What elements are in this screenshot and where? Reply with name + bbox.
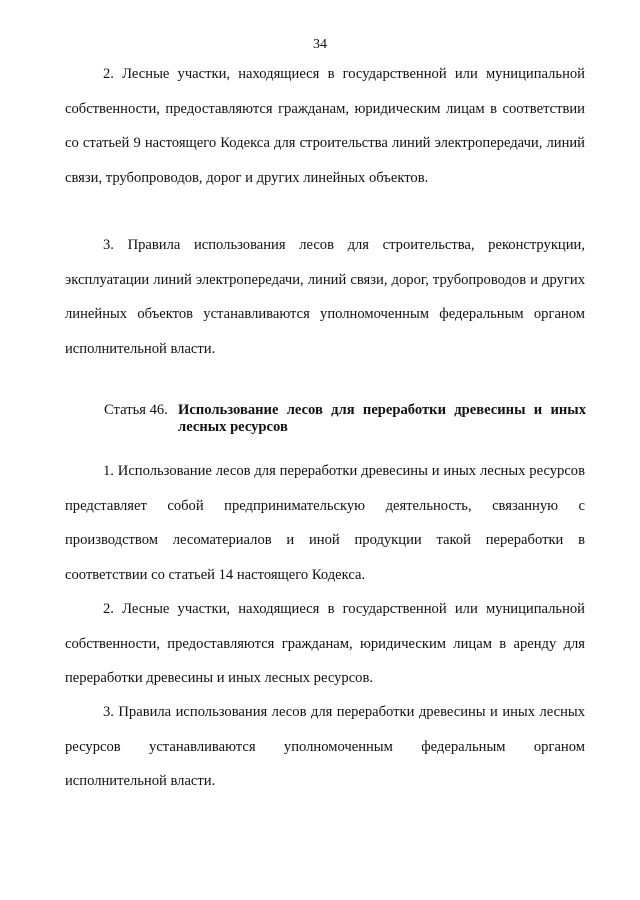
article-title: Использование лесов для переработки древесины и иных лесных ресурсов (178, 402, 586, 435)
page-number: 34 (313, 37, 327, 52)
article-label: Статья 46. (104, 402, 168, 418)
article-heading (104, 402, 586, 436)
paragraph-3-article-46: 3. Правила использования лесов для переработки древесины и иных лесных ресурсов устанавливаются уполномоченным федеральным органом исполнительной власти. (65, 704, 585, 790)
paragraph-1-article-46: 1. Использование лесов для переработки древесины и иных лесных ресурсов представляет собой предпринимательскую деятельность, связанную с производством лесоматериалов и иной продукции такой переработки в соответствии со статьей 14 настоящего Кодекса. (65, 463, 585, 583)
paragraph-3-article-45: 3. Правила использования лесов для строительства, реконструкции, эксплуатации линий электропередачи, линий связи, дорог, трубопроводов и других линейных объектов устанавливаются уполномоченным федеральным органом исполнительной власти. (65, 237, 585, 357)
paragraph-2-article-46: 2. Лесные участки, находящиеся в государственной или муниципальной собственности, предоставляются гражданам, юридическим лицам в аренду для переработки древесины и иных лесных ресурсов. (65, 601, 585, 687)
paragraph-2-article-45: 2. Лесные участки, находящиеся в государственной или муниципальной собственности, предоставляются гражданам, юридическим лицам в соответствии со статьей 9 настоящего Кодекса для строительства линий электропередачи, линий связи, трубопроводов, дорог и других линейных объектов. (65, 66, 585, 186)
